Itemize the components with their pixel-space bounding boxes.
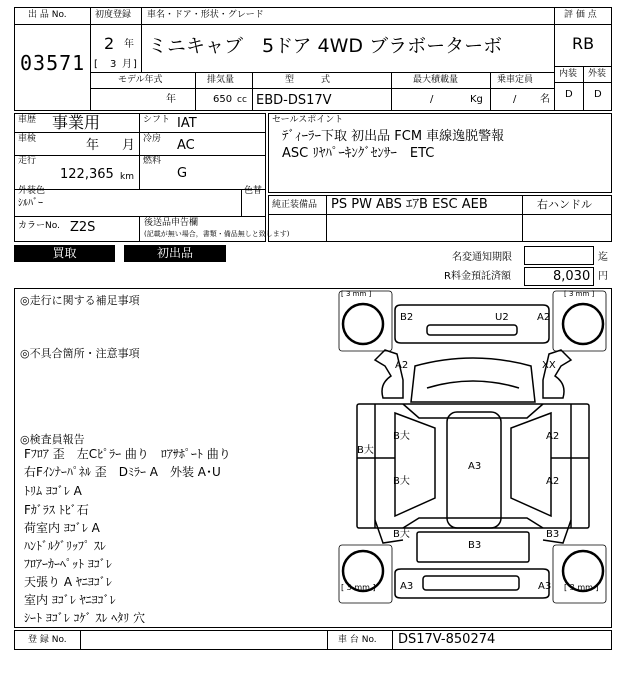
inspector-line-2: 右Fｲﾝﾅｰﾊﾟﾈﾙ 歪 Dﾐﾗｰ A 外装 A･U: [24, 465, 221, 479]
first-reg-label: 初度登録: [95, 10, 132, 20]
model-year-unit: 年: [166, 94, 176, 105]
inspector-line-10: ｼｰﾄ ﾖｺﾞﾚ ｺｹﾞ ｽﾚ ﾍﾀﾘ 穴: [24, 611, 146, 625]
inspector-line-5: 荷室内 ﾖｺﾞﾚ A: [24, 521, 100, 535]
damage-b2-front: B2: [400, 312, 414, 323]
buy-tag: 買取: [14, 245, 115, 262]
equipment-label: 純正装備品: [272, 200, 318, 210]
interior-label: 内装: [559, 69, 578, 79]
history-value: 事業用: [52, 113, 101, 132]
inspector-line-6: ﾊﾝﾄﾞﾙｸﾞﾘｯﾌﾟ ｽﾚ: [24, 539, 106, 553]
sales-point-line1: ﾃﾞｨｰﾗｰ下取 初出品 FCM 車線逸脱警報: [282, 129, 505, 144]
damage-a3-roof: A3: [468, 461, 482, 472]
type-label: 型 式: [285, 75, 331, 85]
damage-a2-fender-left: A2: [395, 360, 409, 371]
post-doc-label: 後送品申告欄: [144, 218, 199, 228]
shift-label: シフト: [143, 115, 171, 125]
damage-u2-front: U2: [495, 312, 509, 323]
steering-value: 右ハンドル: [537, 198, 592, 211]
first-reg-month-bracket-close: ]: [133, 59, 137, 70]
inspector-line-9: 室内 ﾖｺﾞﾚ ﾔﾆﾖｺﾞﾚ: [24, 593, 116, 607]
first-reg-year: 2: [104, 34, 115, 53]
fuel-value: G: [177, 166, 188, 181]
name-change-unit: 迄: [598, 252, 608, 263]
footer-table: [14, 630, 612, 650]
first-listing-tag: 初出品: [124, 245, 226, 262]
inspector-line-1: Fﾌﾛｱ 歪 左Cﾋﾟﾗｰ 曲り ﾛｱｻﾎﾟｰﾄ 曲り: [24, 447, 231, 461]
inspector-line-7: ﾌﾛｱｰｶｰﾍﾟｯﾄ ﾖｺﾞﾚ: [24, 557, 112, 571]
recycle-unit: 円: [598, 271, 608, 282]
inspection-label: 車検: [18, 134, 37, 144]
lot-no: 03571: [20, 51, 86, 75]
fuel-label: 燃料: [143, 156, 162, 166]
first-reg-month: 3: [110, 59, 117, 70]
post-doc-note: (記載が無い場合，書類・備品無しと致します): [144, 230, 290, 238]
color-no-label: カラーNo.: [18, 221, 60, 231]
grade-label: 評 価 点: [564, 10, 597, 20]
shift-value: IAT: [177, 116, 197, 131]
damage-b-rear-left: B大: [393, 529, 410, 540]
recycle-label: R料金預託済額: [444, 271, 511, 282]
year-unit: 年: [124, 39, 134, 50]
inspection-month: 月: [122, 138, 136, 153]
inspector-line-3: ﾄﾘﾑ ﾖｺﾞﾚ A: [24, 484, 82, 498]
damage-b3-rear-right: B3: [546, 529, 560, 540]
defects-section-title: ◎不具合箇所・注意事項: [20, 347, 140, 360]
capacity-value: /: [513, 94, 517, 105]
damage-a2-front: A2: [537, 312, 551, 323]
name-change-box: [524, 246, 594, 265]
max-load-unit: Kg: [470, 94, 483, 105]
exterior-label: 外装: [588, 69, 607, 79]
mileage-value: 122,365: [60, 167, 114, 182]
sales-point-line2: ASC ﾘﾔﾊﾟｰｷﾝｸﾞｾﾝｻｰ ETC: [282, 146, 435, 161]
color-change-label: 色替: [244, 186, 263, 196]
tire-rr-label: [ 3 mm ]: [564, 583, 599, 592]
mileage-label: 走行: [18, 156, 37, 166]
exterior-color-value: ｼﾙﾊﾞｰ: [18, 198, 43, 209]
car-name-label: 車名・ドア・形状・グレード: [147, 10, 264, 20]
inspector-line-8: 天張り A ﾔﾆﾖｺﾞﾚ: [24, 575, 112, 589]
chassis-no: DS17V-850274: [398, 632, 496, 647]
lot-no-label: 出 品 No.: [28, 10, 67, 20]
cooling-value: AC: [177, 138, 195, 153]
tire-fr-label: [ 3 mm ]: [564, 290, 595, 298]
history-label: 車歴: [18, 115, 37, 125]
equipment-value: PS PW ABS ｴｱB ESC AEB: [331, 197, 488, 212]
recycle-value: 8,030: [553, 269, 591, 284]
sales-point-label: セールスポイント: [272, 115, 344, 125]
max-load-value: /: [430, 94, 434, 105]
damage-a2-door-front-right: A2: [546, 431, 560, 442]
chassis-label: 車 台 No.: [338, 635, 377, 645]
first-reg-month-bracket: [: [94, 59, 98, 70]
cooling-label: 冷房: [143, 134, 162, 144]
inspection-year: 年: [86, 138, 100, 153]
tire-rl-label: [ 3 mm ]: [341, 583, 376, 592]
capacity-label: 乗車定員: [497, 75, 534, 85]
exterior-grade: D: [594, 89, 602, 100]
model-year-label: モデル年式: [118, 75, 163, 85]
month-unit: 月: [122, 59, 132, 70]
damage-a3-bumper-right: A3: [538, 581, 552, 592]
interior-grade: D: [565, 89, 573, 100]
damage-b3-back: B3: [468, 540, 482, 551]
reg-no-label: 登 録 No.: [28, 635, 67, 645]
driving-section-title: ◎走行に関する補足事項: [20, 294, 140, 307]
inspector-line-4: Fｶﾞﾗｽ ﾄﾋﾞ石: [24, 503, 89, 517]
damage-a2-door-rear-right: A2: [546, 476, 560, 487]
damage-a3-bumper-left: A3: [400, 581, 414, 592]
car-name: ミニキャブ 5ドア 4WD ブラボーターボ: [148, 35, 503, 57]
damage-xx-fender-right: XX: [542, 360, 556, 371]
displacement-unit: cc: [237, 95, 247, 105]
name-change-label: 名変通知期限: [452, 252, 512, 263]
model-code: EBD-DS17V: [256, 93, 332, 108]
damage-b-door-rear-left: B大: [393, 476, 410, 487]
grade: RB: [572, 34, 595, 53]
color-no-value: Z2S: [70, 220, 96, 235]
capacity-unit: 名: [540, 94, 550, 105]
tire-fl-label: [ 3 mm ]: [341, 290, 372, 298]
inspector-section-title: ◎検査員報告: [20, 433, 85, 446]
displacement-label: 排気量: [207, 75, 235, 85]
damage-b-side-left: B大: [357, 445, 374, 456]
mileage-unit: km: [120, 172, 134, 182]
displacement-value: 650: [213, 94, 233, 105]
car-damage-diagram: [335, 288, 612, 606]
damage-b-door-front-left: B大: [393, 431, 410, 442]
exterior-color-label: 外装色: [18, 186, 46, 196]
max-load-label: 最大積載量: [413, 75, 459, 85]
